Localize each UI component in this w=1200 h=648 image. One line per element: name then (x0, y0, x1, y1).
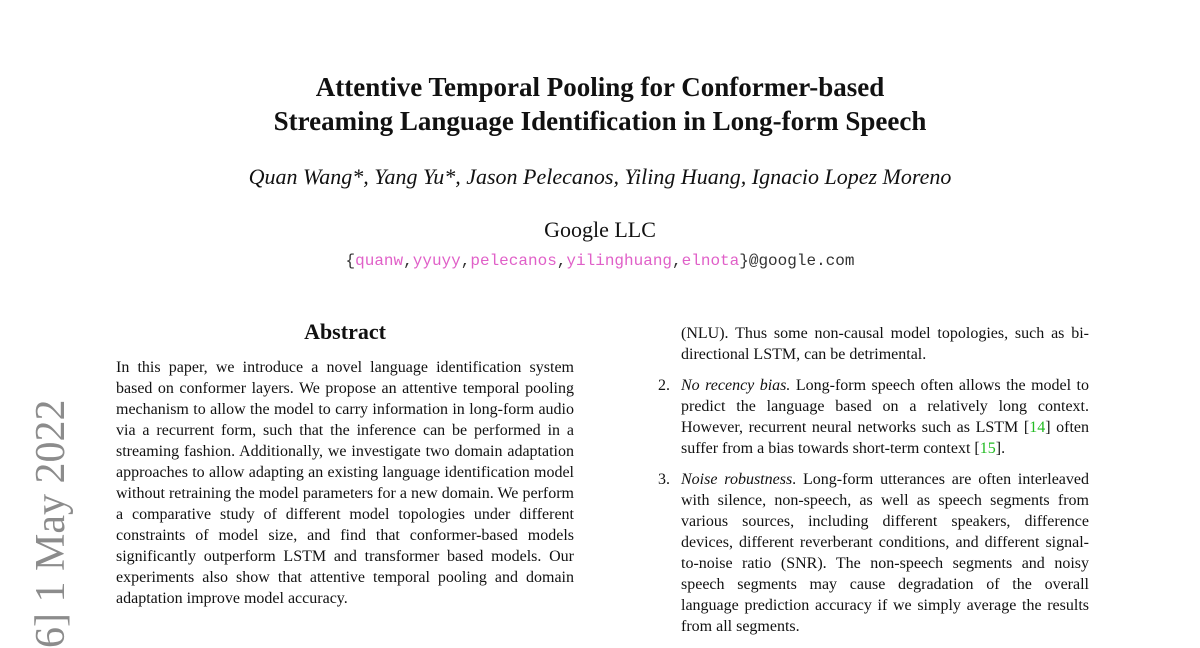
arxiv-stamp: 6] 1 May 2022 (28, 399, 74, 648)
title-line-1: Attentive Temporal Pooling for Conformer-based (315, 72, 885, 102)
list-item (656, 375, 1089, 459)
email-domain: }@google.com (739, 252, 855, 270)
email-link-quanw[interactable]: quanw (355, 252, 404, 270)
abstract-heading: Abstract (304, 319, 386, 344)
email-link-yilinghuang[interactable]: yilinghuang (566, 252, 673, 270)
email-link-pelecanos[interactable]: pelecanos (470, 252, 557, 270)
list-number: 2. (658, 377, 670, 394)
email-link-yyuyy[interactable]: yyuyy (412, 252, 461, 270)
paper-title (0, 70, 1200, 138)
email-brace-open: { (345, 252, 356, 270)
list-item (656, 469, 1089, 637)
email-link-elnota[interactable]: elnota (681, 252, 740, 270)
list-item-term: Noise robustness (681, 471, 793, 488)
list-item-body: No recency bias. Long-form speech often allows the model to predict the language based on a relatively long context. However, recurrent neural networks such as LSTM [14] often suffer from a bias towards short-term context [15]. (681, 377, 1090, 457)
email-line: {quanw,yyuyy,pelecanos,yilinghuang,elnota}@google.com (345, 252, 855, 270)
citation-link[interactable]: 14 (1029, 419, 1046, 436)
right-column (656, 323, 1089, 637)
list-item-term: No recency bias. (681, 377, 791, 394)
title-line-2: Streaming Language Identification in Long-form Speech (273, 106, 927, 136)
continuation-paragraph: (NLU). Thus some non-causal model topologies, such as bi-directional LSTM, can be detrimental. (681, 325, 1089, 363)
citation-link[interactable]: 15 (979, 440, 996, 457)
author-list: Quan Wang*, Yang Yu*, Jason Pelecanos, Yiling Huang, Ignacio Lopez Moreno (248, 164, 952, 189)
list-item-body: Noise robustness. Long-form utterances are often interleaved with silence, non-speech, as well as speech segments from various sources, including different speakers, difference devices, different reverberant conditions, and different signal-to-noise ratio (SNR). The non-speech segments and noisy speech segments may cause degradation of the overall language prediction accuracy if we simply average the results from all segments. (681, 471, 1089, 635)
list-number: 3. (658, 471, 670, 488)
affiliation: Google LLC (544, 217, 656, 242)
abstract-body: In this paper, we introduce a novel language identification system based on conformer layers. We propose an attentive temporal pooling mechanism to allow the model to carry information in long-form audio via a recurrent form, such that the inference can be performed in a streaming fashion. Additionally, we investigate two domain adaptation approaches to allow adapting an existing language identification model without retraining the model parameters for a new domain. We perform a comparative study of different model topologies under different constraints of model size, and find that conformer-based models significantly outperform LSTM and transformer based models. Our experiments also show that attentive temporal pooling and domain adaptation improve model accuracy. (116, 359, 574, 607)
